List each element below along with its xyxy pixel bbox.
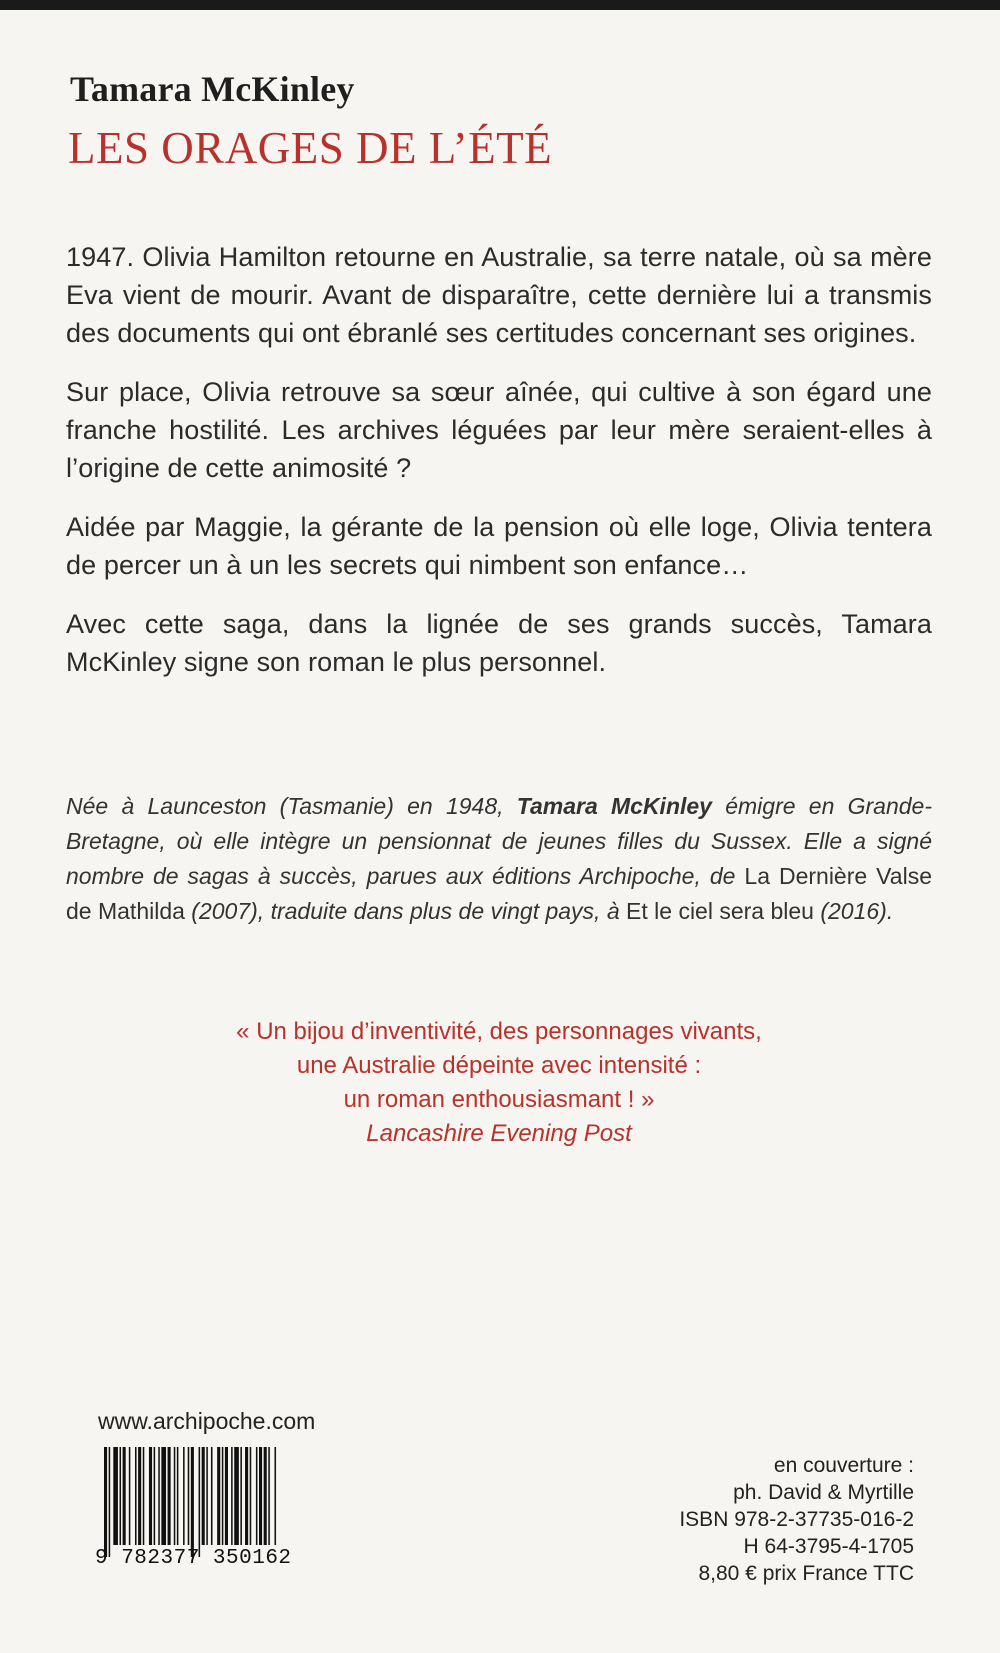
quote-source: Lancashire Evening Post <box>366 1120 632 1147</box>
barcode-bar <box>250 1447 252 1545</box>
barcode-bar <box>177 1447 179 1545</box>
barcode-bar <box>120 1447 122 1545</box>
synopsis <box>66 238 932 702</box>
barcode-bar <box>123 1447 126 1545</box>
bio-text: (2016). <box>813 898 894 924</box>
isbn: ISBN 978-2-37735-016-2 <box>679 1508 914 1531</box>
barcode-bar <box>161 1447 166 1545</box>
author-bio <box>66 789 932 929</box>
barcode-bar <box>245 1447 248 1545</box>
author-name: Tamara McKinley <box>70 69 355 109</box>
product-code: H 64-3795-4-1705 <box>743 1535 914 1558</box>
barcode-bar <box>217 1447 220 1545</box>
barcode-bar <box>143 1447 145 1545</box>
barcode-bar <box>275 1447 277 1545</box>
book-title: LES ORAGES DE L’ÉTÉ <box>68 123 553 173</box>
barcode-bar <box>138 1447 141 1545</box>
bio-book-title: La Dernière Valse de Mathilda <box>66 863 932 924</box>
publisher-website: www.archipoche.com <box>98 1408 316 1434</box>
quote-line: un roman enthousiasmant ! » <box>343 1086 655 1113</box>
barcode-bar <box>234 1447 239 1545</box>
barcode-bar <box>268 1447 270 1545</box>
barcode-bar <box>129 1447 131 1545</box>
barcode-bar <box>149 1447 152 1545</box>
bio-text: Née à Launceston (Tasmanie) en 1948, <box>66 793 517 819</box>
barcode-bar <box>168 1447 171 1545</box>
press-quote <box>66 1015 932 1151</box>
photo-credit: ph. David & Myrtille <box>733 1481 914 1504</box>
barcode-digits: 9 782377 350162 <box>95 1547 292 1570</box>
barcode-bar <box>231 1447 233 1545</box>
barcode-bar <box>174 1447 176 1545</box>
barcode-bar <box>188 1447 190 1545</box>
price: 8,80 € prix France TTC <box>698 1562 914 1585</box>
bio-text: (2007), traduite dans plus de vingt pays, à <box>184 898 627 924</box>
synopsis-paragraph: Avec cette saga, dans la lignée de ses grands succès, Tamara McKinley signe son roman le plus personnel. <box>66 609 932 677</box>
barcode-bar <box>256 1447 258 1545</box>
synopsis-paragraph: Aidée par Maggie, la gérante de la pension où elle loge, Olivia tentera de percer un à un les secrets qui nimbent son enfance… <box>66 512 932 580</box>
barcode-bar <box>211 1447 213 1545</box>
barcode-bar <box>104 1447 107 1557</box>
quote-line: une Australie dépeinte avec intensité : <box>296 1052 702 1079</box>
barcode-bar <box>225 1447 228 1545</box>
book-back-cover <box>0 10 1000 1653</box>
barcode-bar <box>222 1447 224 1545</box>
barcode-bar <box>154 1447 156 1545</box>
barcode-bar <box>135 1447 137 1545</box>
barcode-bar <box>264 1447 267 1545</box>
synopsis-paragraph: Sur place, Olivia retrouve sa sœur aînée, qui cultive à son égard une franche hostilité. Les archives léguées par leur mère seraient-elles à l’origine de cette animosité ? <box>66 377 932 483</box>
barcode-bar <box>199 1447 201 1557</box>
barcode-bar <box>202 1447 205 1545</box>
barcode-bar <box>191 1447 194 1557</box>
credits-block <box>679 1452 914 1587</box>
barcode-bar <box>109 1447 111 1557</box>
barcode-bar <box>240 1447 242 1545</box>
barcode-bar <box>183 1447 185 1545</box>
bio-author-name: Tamara McKinley <box>516 793 712 819</box>
barcode-bar <box>259 1447 262 1545</box>
quote-line: « Un bijou d’inventivité, des personnages vivants, <box>236 1018 762 1045</box>
barcode-bar <box>113 1447 118 1545</box>
bio-book-title: Et le ciel sera bleu <box>626 898 814 924</box>
barcode-bar <box>206 1447 208 1545</box>
barcode-bar <box>158 1447 160 1545</box>
bio-text: émigre en Grande-Bretagne, où elle intègre un pensionnat de jeunes filles du Sussex. Elle a signé nombre de sagas à succès, parues aux éditions Archipoche, de <box>66 793 932 889</box>
synopsis-paragraph: 1947. Olivia Hamilton retourne en Australie, sa terre natale, où sa mère Eva vient de mourir. Avant de disparaître, cette dernière lui a transmis des documents qui ont ébranlé ses certitudes concernant ses origines. <box>66 242 932 348</box>
cover-credit-label: en couverture : <box>773 1454 914 1477</box>
